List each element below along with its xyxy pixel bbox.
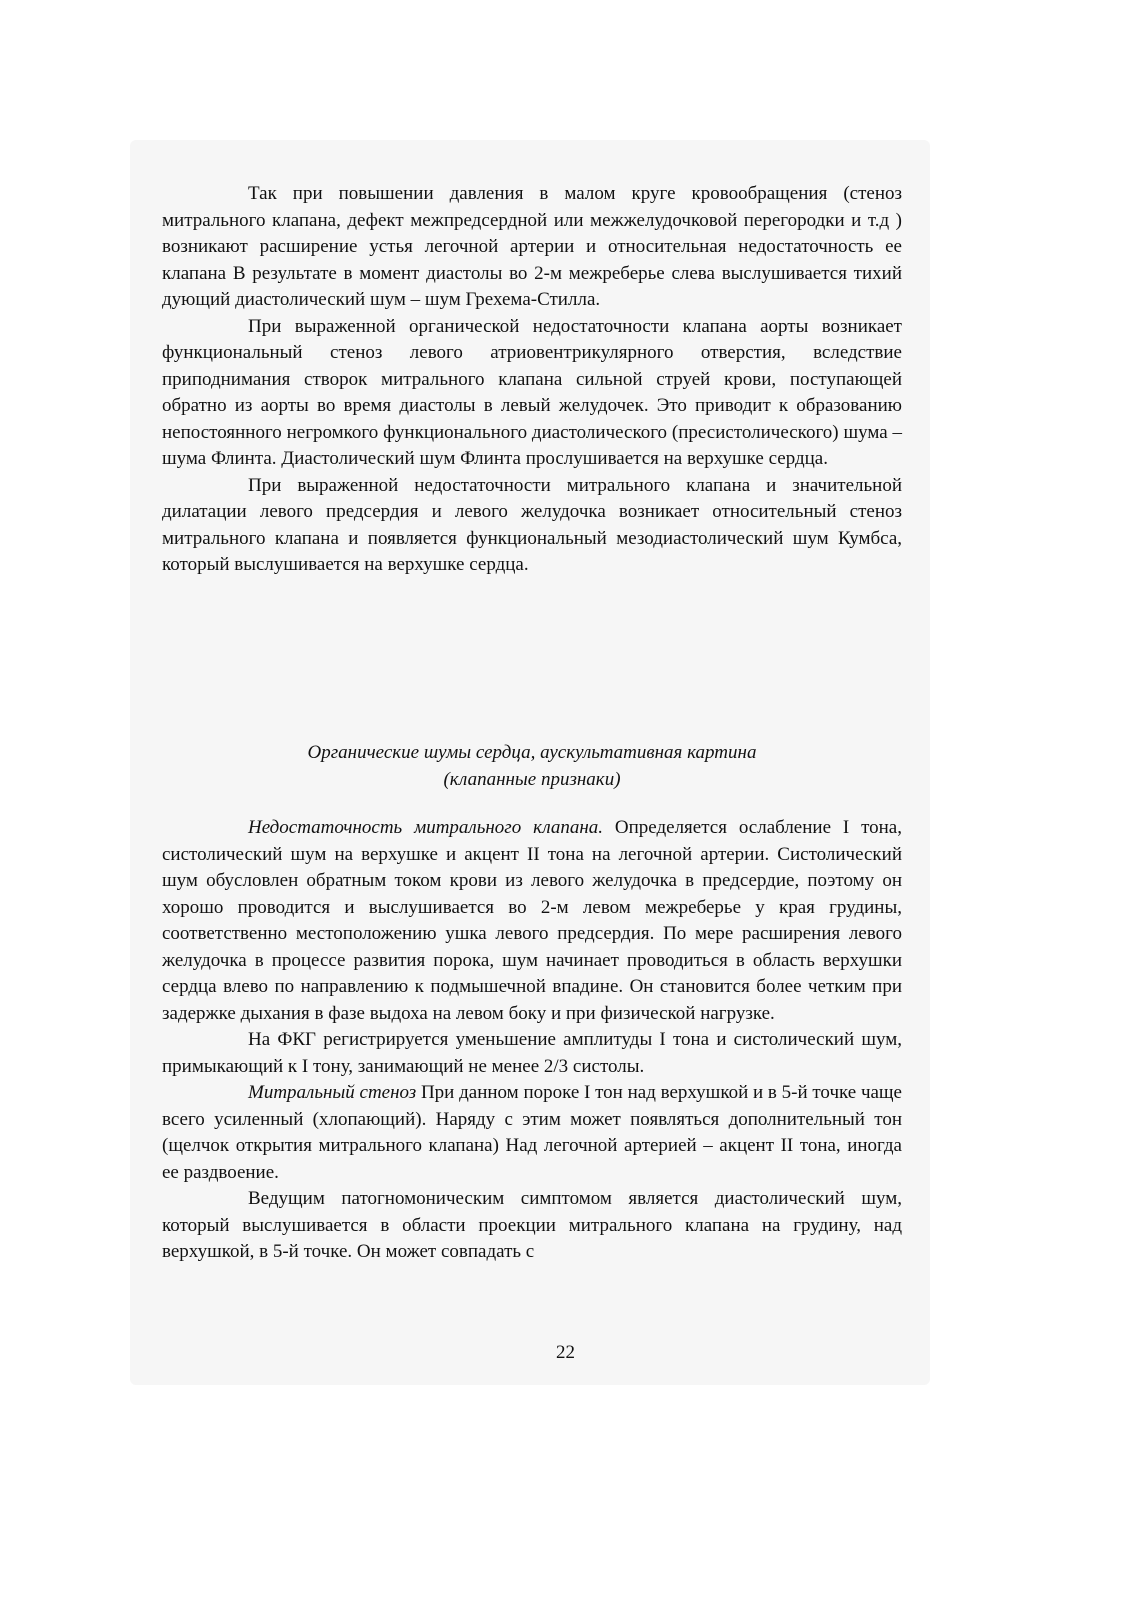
- paragraph-body-mitral-stenosis: При данном пороке I тон над верхушкой и в 5-й точке чаще всего усиленный (хлопающий). Наряду с этим может появляться дополнительный тон (щелчок открытия митрального клапана) Над легочной артерией – акцент II тона, иногда ее раздвоение.: [162, 1082, 902, 1183]
- section-heading-line1: Органические шумы сердца, аускультативная картина: [307, 742, 757, 763]
- paragraph-mitral-insufficiency: [162, 815, 902, 1027]
- page-number: 22: [556, 1342, 575, 1363]
- section-heading-line2: (клапанные признаки): [443, 769, 621, 790]
- paragraph-coombs: При выраженной недостаточности митрального клапана и значительной дилатации левого предсердия и левого желудочка возникает относительный стеноз митрального клапана и появляется функциональный мезодиастолический шум Кумбса, который выслушивается на верхушке сердца.: [162, 474, 902, 575]
- intro-text: [162, 181, 902, 579]
- paragraph-diastolic-murmur: Ведущим патогномоническим симптомом является диастолический шум, который выслушивается в области проекции митрального клапана на грудину, над верхушкой, в 5-й точке. Он может совпадать с: [162, 1188, 902, 1262]
- paragraph-lead-mitral-stenosis: Митральный стеноз: [248, 1082, 417, 1103]
- paragraph-graham-steell: Так при повышении давления в малом круге кровообращения (стеноз митрального клапана, дефект межпредсердной или межжелудочковой перегородки и т.д ) возникают расширение устья легочной артерии и относительная недостаточность ее клапана В результате в момент диастолы во 2-м межреберье слева выслушивается тихий дующий диастолический шум – шум Грехема-Стилла.: [162, 183, 902, 310]
- body-text: [162, 815, 902, 1266]
- paragraph-mitral-stenosis: [162, 1080, 902, 1186]
- section-heading: [162, 739, 902, 793]
- paragraph-pcg: На ФКГ регистрируется уменьшение амплитуды I тона и систолический шум, примыкающий к I тону, занимающий не менее 2/3 систолы.: [162, 1029, 902, 1077]
- paragraph-body-mitral-insufficiency: Определяется ослабление I тона, систолический шум на верхушке и акцент II тона на легочной артерии. Систолический шум обусловлен обратным током крови из левого желудочка в предсердие, поэтому он хорошо проводится и выслушивается во 2-м левом межреберье у края грудины, соответственно местоположению ушка левого предсердия. По мере расширения левого желудочка в процессе развития порока, шум начинает проводиться в область верхушки сердца влево по направлению к подмышечной впадине. Он становится более четким при задержке дыхания в фазе выдоха на левом боку и при физической нагрузке.: [162, 817, 902, 1024]
- paragraph-lead-mitral-insufficiency: Недостаточность митрального клапана.: [248, 817, 604, 838]
- paragraph-flint: При выраженной органической недостаточности клапана аорты возникает функциональный стеноз левого атриовентрикулярного отверстия, вследствие приподнимания створок митрального клапана сильной струей крови, поступающей обратно из аорты во время диастолы в левый желудочек. Это приводит к образованию непостоянного негромкого функционального диастолического (пресистолического) шума – шума Флинта. Диастолический шум Флинта прослушивается на верхушке сердца.: [162, 315, 902, 469]
